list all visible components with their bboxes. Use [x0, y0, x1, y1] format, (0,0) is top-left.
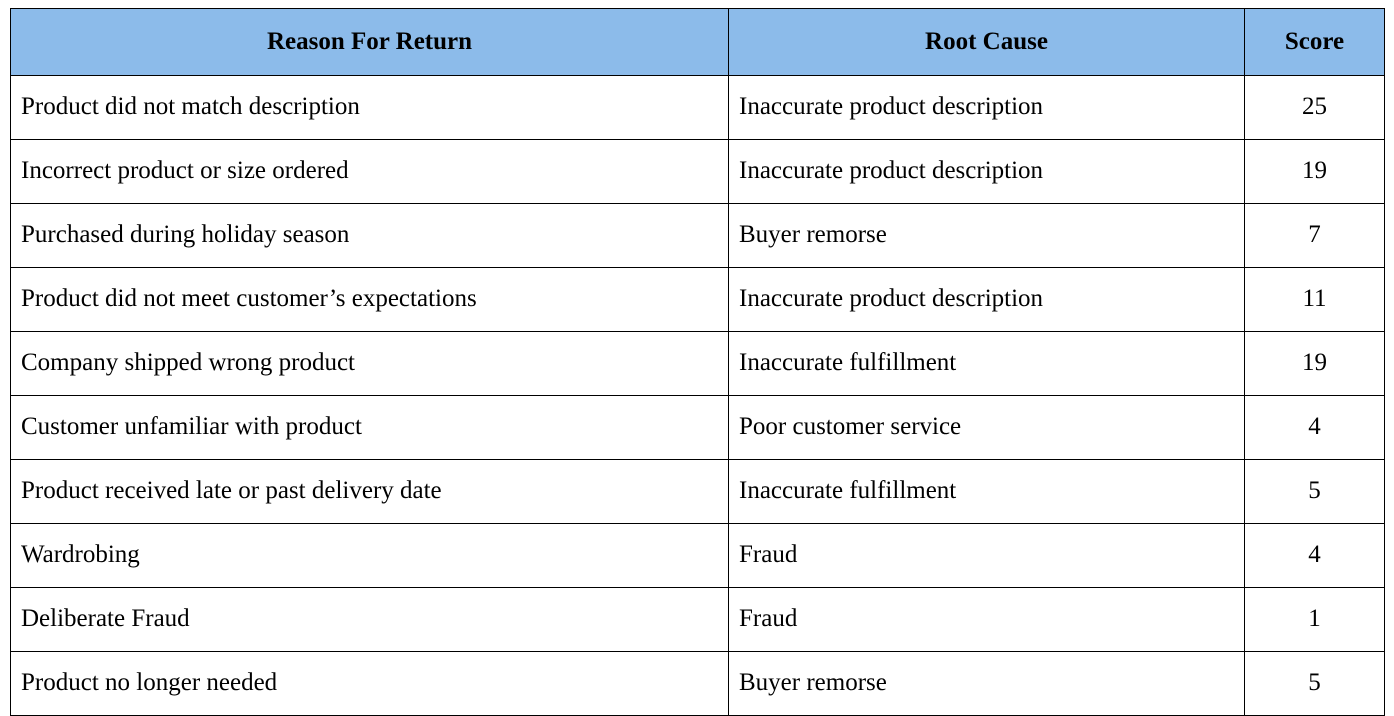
cell-reason: Product did not meet customer’s expectations: [11, 268, 729, 332]
table-row: [11, 332, 1385, 396]
cell-reason: Purchased during holiday season: [11, 204, 729, 268]
cell-reason: Incorrect product or size ordered: [11, 140, 729, 204]
cell-score: 5: [1245, 460, 1385, 524]
table-row: [11, 140, 1385, 204]
cell-score: 5: [1245, 652, 1385, 716]
cell-root-cause: Fraud: [729, 588, 1245, 652]
table-row: [11, 76, 1385, 140]
cell-score: 11: [1245, 268, 1385, 332]
cell-reason: Product received late or past delivery date: [11, 460, 729, 524]
cell-reason: Product no longer needed: [11, 652, 729, 716]
cell-score: 1: [1245, 588, 1385, 652]
reason-for-return-table: [10, 8, 1385, 716]
cell-root-cause: Inaccurate product description: [729, 76, 1245, 140]
cell-root-cause: Inaccurate product description: [729, 140, 1245, 204]
cell-root-cause: Poor customer service: [729, 396, 1245, 460]
table-row: [11, 524, 1385, 588]
column-header-root-cause: Root Cause: [729, 9, 1245, 76]
cell-reason: Customer unfamiliar with product: [11, 396, 729, 460]
column-header-reason-for-return: Reason For Return: [11, 9, 729, 76]
cell-score: 25: [1245, 76, 1385, 140]
cell-root-cause: Buyer remorse: [729, 652, 1245, 716]
table-row: [11, 460, 1385, 524]
cell-reason: Product did not match description: [11, 76, 729, 140]
cell-root-cause: Inaccurate product description: [729, 268, 1245, 332]
cell-score: 7: [1245, 204, 1385, 268]
table-header-row: [11, 9, 1385, 76]
table-header: [11, 9, 1385, 76]
table-row: [11, 588, 1385, 652]
cell-score: 4: [1245, 524, 1385, 588]
cell-score: 19: [1245, 140, 1385, 204]
cell-root-cause: Inaccurate fulfillment: [729, 332, 1245, 396]
cell-root-cause: Fraud: [729, 524, 1245, 588]
table-row: [11, 652, 1385, 716]
table-row: [11, 396, 1385, 460]
table-row: [11, 268, 1385, 332]
column-header-score: Score: [1245, 9, 1385, 76]
table-body: [11, 76, 1385, 716]
cell-reason: Deliberate Fraud: [11, 588, 729, 652]
cell-score: 19: [1245, 332, 1385, 396]
cell-reason: Company shipped wrong product: [11, 332, 729, 396]
cell-root-cause: Inaccurate fulfillment: [729, 460, 1245, 524]
table-row: [11, 204, 1385, 268]
cell-reason: Wardrobing: [11, 524, 729, 588]
cell-score: 4: [1245, 396, 1385, 460]
cell-root-cause: Buyer remorse: [729, 204, 1245, 268]
